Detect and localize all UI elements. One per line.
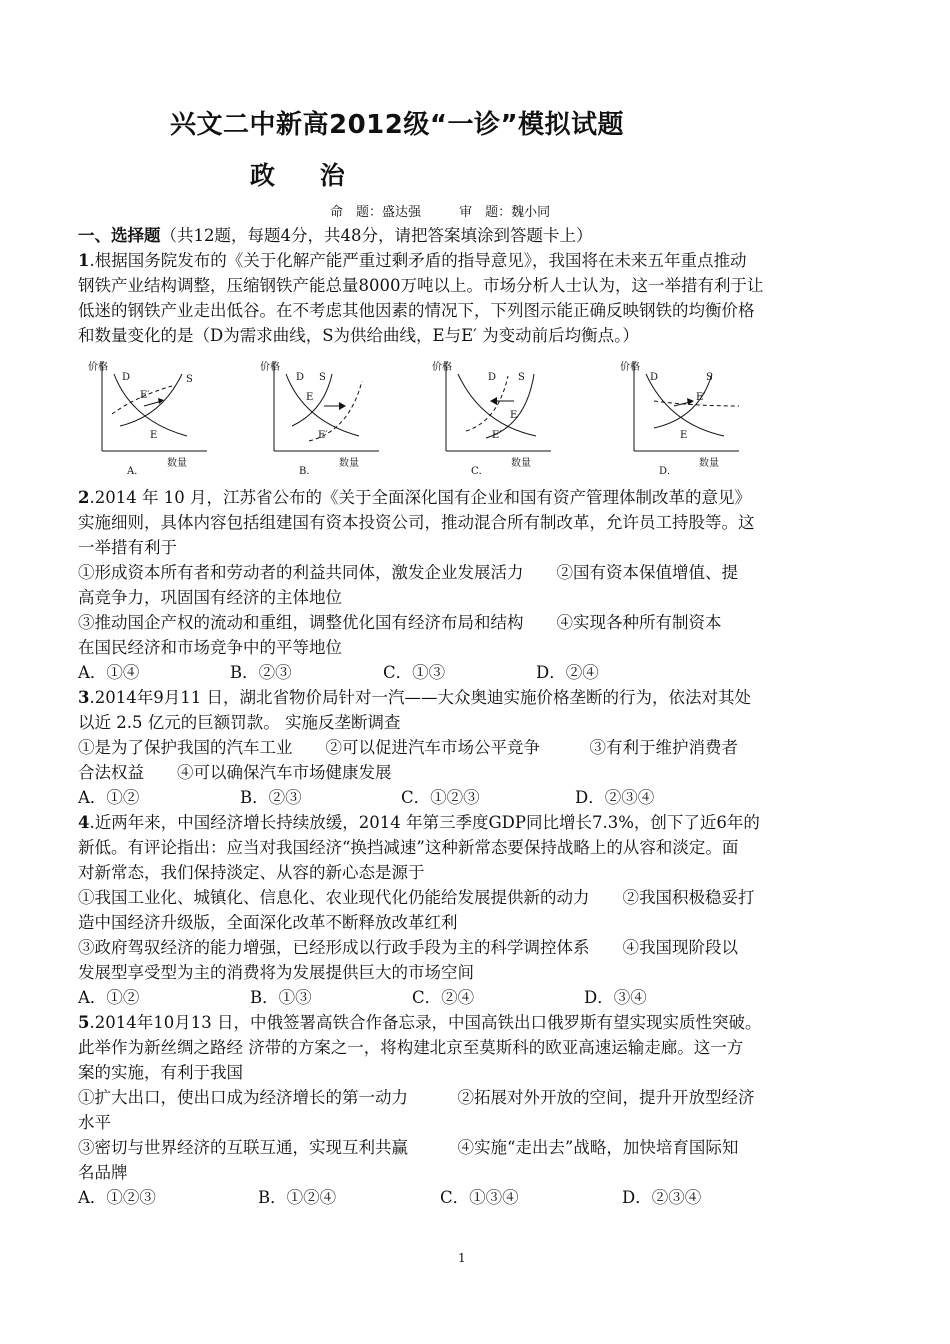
q2-option-c[interactable]: C．①③ [383,663,446,682]
q2-line-1 [78,488,878,508]
graph-option-label: C． [471,466,489,476]
e-prime-label: E′ [318,430,328,441]
x-axis-label: 数量 [511,458,531,469]
graph-option-label: A． [127,466,145,476]
e-label: E [680,430,688,441]
q3-option-d[interactable]: D．②③④ [575,788,655,807]
d-label: D [122,372,131,383]
y-axis-label: 价格 [88,362,108,373]
q5-line-5: 水平 [78,1113,111,1132]
q2-number: 2 [78,488,90,507]
section-note: （共12题，每题4分，共48分，请把答案填涂到答题卡上） [160,226,593,245]
q4-option-c[interactable]: C．②④ [412,988,475,1007]
subject-title: 政 治 [250,161,363,190]
e-label: E [510,410,518,421]
q3-line-4: 合法权益 ④可以确保汽车市场健康发展 [78,763,392,782]
section-heading [78,226,878,246]
q3-line-2: 以近 2.5 亿元的巨额罚款。 实施反垄断调查 [78,713,401,732]
page-number: 1 [458,1251,466,1265]
d-label: D [650,372,659,383]
q4-line-1 [78,813,878,833]
q3-option-b[interactable]: B．②③ [240,788,302,807]
d-label: D [488,372,497,383]
graph-option-label: B． [299,466,317,476]
q3-line-1 [78,688,878,708]
q5-option-a[interactable]: A．①②③ [78,1188,156,1207]
q3-option-c[interactable]: C．①②③ [401,788,480,807]
s-label: S [706,372,713,383]
s-label: S [319,372,326,383]
e-prime-label: E′ [140,390,150,401]
q4-option-d[interactable]: D．③④ [584,988,647,1007]
q4-line-3: 对新常态，我们保持淡定、从容的新心态是源于 [78,863,425,882]
y-axis-label: 价格 [260,362,280,373]
q5-line-1 [78,1013,878,1033]
graph-option-label: D． [659,466,678,476]
q2-line-7: 在国民经济和市场竞争中的平等地位 [78,638,342,657]
q5-option-d[interactable]: D．②③④ [622,1188,702,1207]
s-label: S [518,372,525,383]
graph-c [426,356,566,476]
q5-line-2: 此举作为新丝绸之路经 济带的方案之一，将构建北京至莫斯科的欧亚高速运输走廊。这一方 [78,1038,744,1057]
q2-line-4: ①形成资本所有者和劳动者的利益共同体，激发企业发展活力 ②国有资本保值增值、提 [78,563,738,582]
q5-line-6: ③密切与世界经济的互联互通，实现互利共赢 ④实施“走出去”战略，加快培育国际知 [78,1138,739,1157]
q1-line-2: 钢铁产业结构调整，压缩钢铁产能总量8000万吨以上。市场分析人士认为，这一举措有利于让 [78,276,764,295]
q4-line-2: 新低。有评论指出：应当对我国经济“换挡减速”这种新常态要保持战略上的从容和淡定。面 [78,838,739,857]
q4-line-5: 造中国经济升级版，全面深化改革不断释放改革红利 [78,913,458,932]
e-label: E [150,430,158,441]
q4-option-b[interactable]: B．①③ [250,988,312,1007]
q2-line-2: 实施细则，具体内容包括组建国有资本投资公司，推动混合所有制改革，允许员工持股等。这 [78,513,755,532]
graph-b [254,356,394,476]
y-axis-label: 价格 [432,362,452,373]
setter-credit: 命 题：盛达强 [330,205,422,220]
q4-line-7: 发展型享受型为主的消费将为发展提供巨大的市场空间 [78,963,474,982]
q2-line-3: 一举措有利于 [78,538,177,557]
e-prime-label: E′ [696,392,706,403]
q5-number: 5 [78,1013,90,1032]
q3-number: 3 [78,688,90,707]
e-prime-label: E′ [492,430,502,441]
q4-text: .近两年来，中国经济增长持续放缓，2014 年第三季度GDP同比增长7.3%，创下了近6年的 [89,813,760,832]
e-label: E [306,392,314,403]
d-label: D [296,372,305,383]
x-axis-label: 数量 [167,458,187,469]
q3-line-3: ①是为了保护我国的汽车工业 ②可以促进汽车市场公平竞争 ③有利于维护消费者 [78,738,738,757]
x-axis-label: 数量 [699,458,719,469]
q2-option-b[interactable]: B．②③ [230,663,292,682]
q1-line-3: 低迷的钢铁产业走出低谷。在不考虑其他因素的情况下，下列图示能正确反映钢铁的均衡价格 [78,301,755,320]
section-title: 一、选择题 [78,226,161,245]
q2-option-a[interactable]: A．①④ [78,663,140,682]
x-axis-label: 数量 [339,458,359,469]
q2-line-6: ③推动国企产权的流动和重组，调整优化国有经济布局和结构 ④实现各种所有制资本 [78,613,722,632]
q4-option-a[interactable]: A．①② [78,988,140,1007]
q1-text: .根据国务院发布的《关于化解产能严重过剩矛盾的指导意见》，我国将在未来五年重点推动 [89,251,747,270]
s-label: S [186,374,193,385]
q2-line-5: 高竞争力，巩固国有经济的主体地位 [78,588,342,607]
q5-line-3: 案的实施，有利于我国 [78,1063,243,1082]
authors-line [330,201,554,220]
graph-a [82,356,222,476]
graph-d [614,356,754,476]
y-axis-label: 价格 [620,362,640,373]
demand-curve [114,374,187,436]
q5-option-b[interactable]: B．①②④ [258,1188,337,1207]
q2-text: .2014 年 10 月，江苏省公布的《关于全面深化国有企业和国有资产管理体制改革的意见》 [89,488,751,507]
q5-line-7: 名品牌 [78,1163,128,1182]
q2-option-d[interactable]: D．②④ [536,663,599,682]
q4-line-4: ①我国工业化、城镇化、信息化、农业现代化仍能给发展提供新的动力 ②我国积极稳妥打 [78,888,755,907]
q3-text: .2014年9月11 日，湖北省物价局针对一汽——大众奥迪实施价格垄断的行为，依法对其处 [89,688,751,707]
reviewer-credit: 审 题：魏小同 [459,205,551,220]
q3-option-a[interactable]: A．①② [78,788,140,807]
q4-line-6: ③政府驾驭经济的能力增强，已经形成以行政手段为主的科学调控体系 ④我国现阶段以 [78,938,738,957]
q1-number: 1 [78,251,90,270]
q5-line-4: ①扩大出口，使出口成为经济增长的第一动力 ②拓展对外开放的空间，提升开放型经济 [78,1088,755,1107]
q4-number: 4 [78,813,90,832]
q5-text: .2014年10月13 日，中俄签署高铁合作备忘录，中国高铁出口俄罗斯有望实现实质性突破。 [89,1013,762,1032]
q5-option-c[interactable]: C．①③④ [440,1188,519,1207]
page-title: 兴文二中新高2012级“一诊”模拟试题 [170,110,625,140]
q1-line-1 [78,251,878,271]
q1-line-4: 和数量变化的是（D为需求曲线，S为供给曲线，E与E′ 为变动前后均衡点。） [78,326,639,345]
